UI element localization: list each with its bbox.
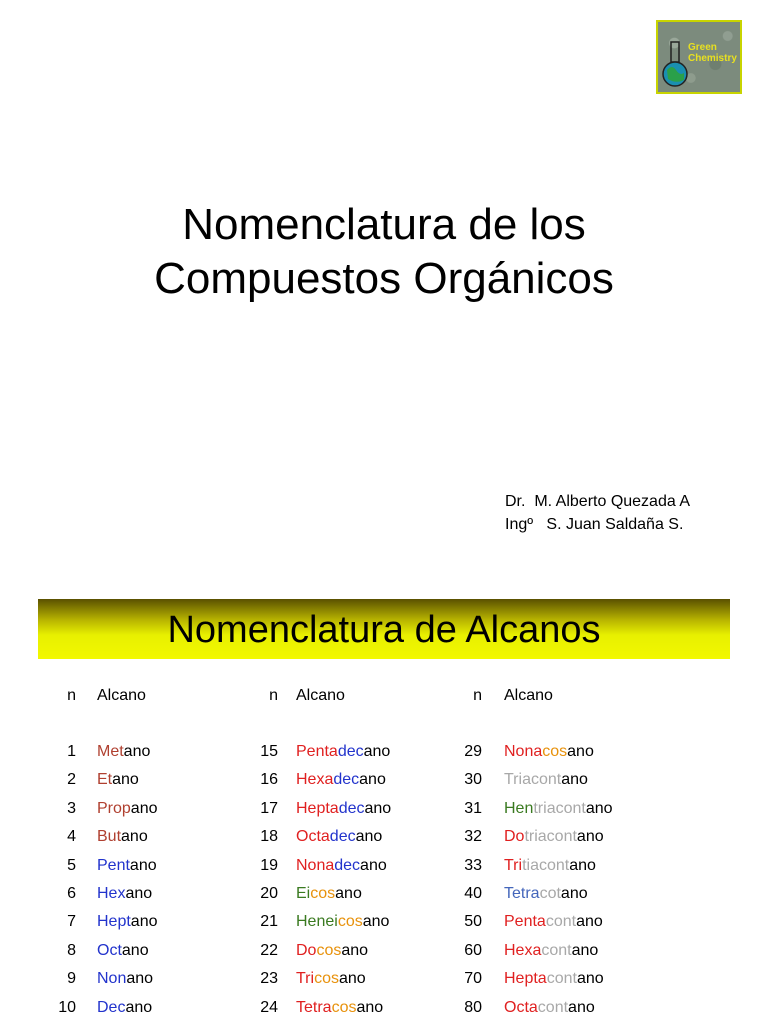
alkane-name (97, 969, 153, 989)
alkane-name (296, 856, 387, 876)
name-part: ano (571, 941, 599, 959)
name-part: Triacont (504, 771, 562, 789)
name-part: dec (337, 743, 364, 760)
name-part: Hex (97, 885, 126, 902)
alkane-name (504, 856, 596, 876)
alkane-name (97, 912, 158, 932)
carbon-count: 4 (67, 828, 76, 846)
name-part: ano (359, 771, 386, 789)
alkane-name (504, 884, 588, 904)
name-part: Tri (296, 970, 315, 988)
name-part: ano (360, 856, 387, 874)
alkane-name (504, 770, 588, 790)
name-part: cot (539, 885, 561, 902)
name-part: ano (569, 856, 596, 874)
name-part: Nona (504, 743, 543, 760)
alkane-name (504, 827, 604, 847)
name-part: ano (363, 743, 391, 760)
carbon-count: 6 (67, 885, 76, 902)
header-alcano: Alcano (504, 687, 553, 704)
carbon-count: 70 (464, 970, 482, 988)
carbon-count: 40 (464, 885, 482, 902)
name-part: dec (329, 828, 356, 846)
name-part: ano (576, 828, 604, 846)
name-part: triacont (524, 828, 577, 846)
author-line: Ingº S. Juan Saldaña S. (505, 516, 684, 533)
alkane-name (504, 941, 598, 961)
name-part: Do (296, 941, 317, 959)
name-part: cos (310, 885, 336, 902)
carbon-count: 22 (260, 941, 278, 959)
alkane-name (97, 856, 157, 876)
name-part: ano (341, 941, 369, 959)
name-part: Hepta (504, 970, 547, 988)
carbon-count: 24 (260, 998, 278, 1016)
name-part: Do (504, 828, 525, 846)
name-part: ano (121, 941, 149, 959)
alkane-name (97, 770, 139, 790)
name-part: Oct (97, 941, 122, 959)
name-part: Prop (97, 799, 131, 817)
name-part: Octa (296, 828, 330, 846)
name-part: ano (576, 970, 604, 988)
carbon-count: 7 (67, 913, 76, 931)
name-part: ano (125, 998, 153, 1016)
flask-globe-icon (662, 40, 688, 90)
carbon-count: 19 (260, 856, 278, 874)
name-part: Hen (504, 799, 534, 817)
alkane-name (296, 998, 383, 1018)
name-part: dec (333, 771, 360, 789)
name-part: Ei (296, 885, 311, 902)
author-line: Dr. M. Alberto Quezada A (505, 493, 690, 510)
name-part: cont (546, 970, 577, 988)
name-part: ano (126, 970, 154, 988)
alkane-name (504, 998, 595, 1018)
alkane-name (504, 912, 603, 932)
alkane-name (97, 941, 149, 961)
alkane-name (296, 969, 366, 989)
name-part: ano (561, 771, 588, 789)
carbon-count: 18 (260, 828, 278, 846)
name-part: Tri (504, 856, 523, 874)
logo-text: Green Chemistry (688, 42, 737, 64)
alkane-name (296, 912, 389, 932)
name-part: ano (356, 998, 384, 1016)
alkane-name (296, 799, 391, 819)
name-part: Non (97, 970, 127, 988)
name-part: ano (130, 799, 158, 817)
name-part: ano (364, 799, 392, 817)
name-part: Met (97, 743, 124, 760)
carbon-count: 8 (67, 941, 76, 959)
name-part: ano (576, 913, 603, 931)
section-banner (38, 599, 730, 659)
alkane-name (296, 884, 362, 904)
carbon-count: 32 (464, 828, 482, 846)
alkane-name (97, 742, 150, 762)
name-part: dec (338, 799, 365, 817)
alkane-name (504, 799, 613, 819)
green-chemistry-logo (656, 20, 742, 94)
carbon-count: 21 (260, 913, 278, 931)
alkane-name (97, 827, 148, 847)
carbon-count: 29 (464, 743, 482, 760)
carbon-count: 17 (260, 799, 278, 817)
authors-block (505, 490, 690, 536)
carbon-count: 80 (464, 998, 482, 1016)
name-part: Pent (97, 856, 130, 874)
name-part: cont (545, 913, 577, 931)
carbon-count: 5 (67, 856, 76, 874)
header-alcano: Alcano (97, 687, 146, 704)
header-n: n (473, 687, 482, 704)
header-alcano: Alcano (296, 687, 345, 704)
header-n: n (67, 687, 76, 704)
name-part: cos (316, 941, 342, 959)
name-part: dec (334, 856, 361, 874)
name-part: Hepta (296, 799, 339, 817)
name-part: Tetra (504, 885, 540, 902)
alkane-name (296, 941, 368, 961)
carbon-count: 3 (67, 799, 76, 817)
name-part: Hexa (504, 941, 542, 959)
name-part: Henei (296, 913, 338, 931)
name-part: ano (585, 799, 613, 817)
name-part: ano (335, 885, 362, 902)
carbon-count: 1 (67, 743, 76, 760)
alkane-name (504, 969, 604, 989)
name-part: cos (314, 970, 339, 988)
name-part: ano (567, 743, 594, 760)
name-part: cos (331, 998, 357, 1016)
name-part: cont (537, 998, 569, 1016)
alkane-name (296, 770, 386, 790)
carbon-count: 2 (67, 771, 76, 789)
name-part: But (97, 828, 122, 846)
name-part: cos (337, 913, 363, 931)
name-part: Tetra (296, 998, 332, 1016)
carbon-count: 50 (464, 913, 482, 931)
alkane-name (296, 742, 390, 762)
carbon-count: 16 (260, 771, 278, 789)
name-part: Hexa (296, 771, 334, 789)
name-part: Nona (296, 856, 335, 874)
name-part: ano (129, 856, 157, 874)
alkane-name (97, 799, 158, 819)
name-part: Dec (97, 998, 126, 1016)
name-part: Hept (97, 913, 131, 931)
name-part: cos (542, 743, 568, 760)
carbon-count: 15 (260, 743, 278, 760)
name-part: Penta (296, 743, 338, 760)
name-part: tiacont (522, 856, 570, 874)
name-part: triacont (533, 799, 586, 817)
name-part: ano (125, 885, 153, 902)
name-part: ano (355, 828, 383, 846)
name-part: ano (121, 828, 148, 846)
name-part: ano (362, 913, 390, 931)
name-part: cont (541, 941, 572, 959)
alkane-name (97, 998, 152, 1018)
name-part: Et (97, 771, 113, 789)
name-part: ano (568, 998, 595, 1016)
presentation-title: Nomenclatura de los Compuestos Orgánicos (154, 200, 614, 303)
alkane-name (504, 742, 594, 762)
carbon-count: 23 (260, 970, 278, 988)
carbon-count: 10 (58, 998, 76, 1016)
carbon-count: 30 (464, 771, 482, 789)
header-n: n (269, 687, 278, 704)
carbon-count: 20 (260, 885, 278, 902)
alkane-name (296, 827, 382, 847)
name-part: ano (112, 771, 139, 789)
carbon-count: 9 (67, 970, 76, 988)
carbon-count: 31 (464, 799, 482, 817)
banner-title: Nomenclatura de Alcanos (167, 609, 601, 651)
name-part: Penta (504, 913, 546, 931)
name-part: ano (130, 913, 158, 931)
name-part: ano (123, 743, 151, 760)
name-part: ano (560, 885, 588, 902)
alkane-name (97, 884, 152, 904)
carbon-count: 60 (464, 941, 482, 959)
name-part: Octa (504, 998, 538, 1016)
name-part: ano (338, 970, 366, 988)
carbon-count: 33 (464, 856, 482, 874)
